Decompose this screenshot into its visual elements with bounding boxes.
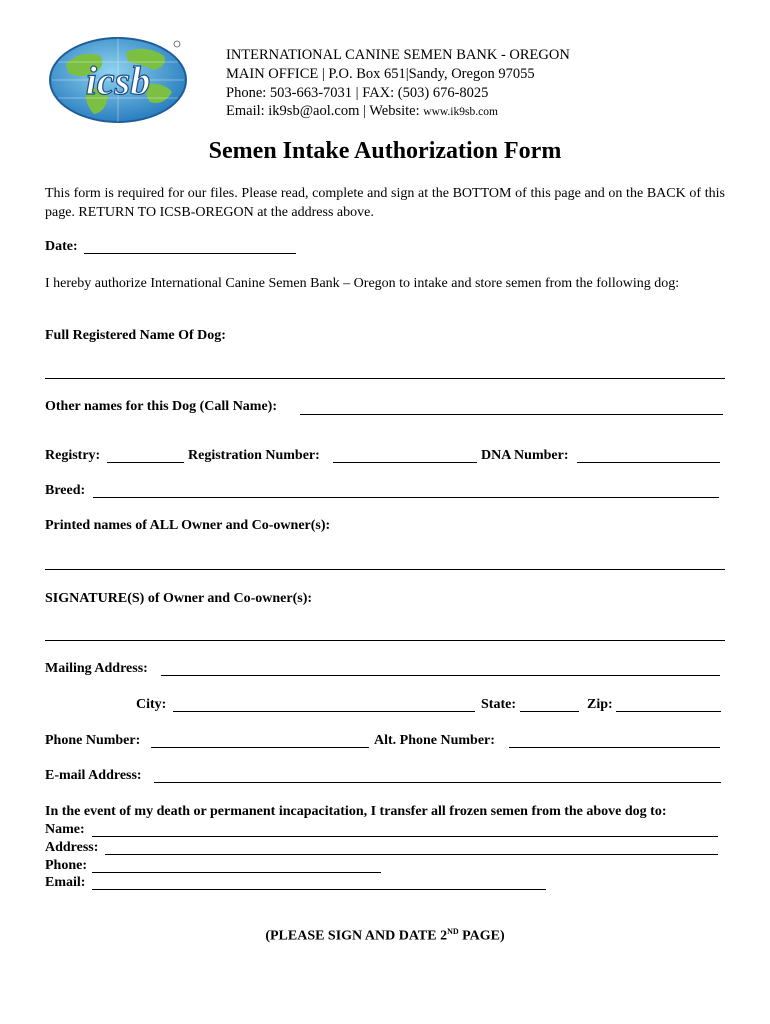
form-title: Semen Intake Authorization Form (208, 138, 562, 164)
registration-number-label: Registration Number: (188, 448, 320, 463)
org-address: MAIN OFFICE | P.O. Box 651|Sandy, Oregon 97055 (226, 66, 535, 82)
footer-instruction (0, 927, 770, 945)
org-name: INTERNATIONAL CANINE SEMEN BANK - OREGON (226, 47, 570, 63)
dna-number-label: DNA Number: (481, 448, 569, 463)
org-email: Email: ik9sb@aol.com | Website: (226, 103, 424, 119)
website-link[interactable]: www.ik9sb.com (423, 106, 498, 118)
transfer-name-label: Name: (45, 822, 85, 837)
intro-paragraph: This form is required for our files. Please read, complete and sign at the BOTTOM of this page and on the BACK of this page. RETURN TO ICSB-OREGON at the address above. (45, 186, 725, 220)
dna-number-field[interactable] (577, 448, 720, 463)
transfer-phone-label: Phone: (45, 858, 87, 873)
org-phone-fax: Phone: 503-663-7031 | FAX: (503) 676-8025 (226, 85, 489, 101)
full-name-label: Full Registered Name Of Dog: (45, 328, 226, 343)
zip-field[interactable] (616, 697, 721, 712)
other-names-label: Other names for this Dog (Call Name): (45, 399, 278, 414)
registry-field[interactable] (107, 448, 184, 463)
phone-number-label: Phone Number: (45, 733, 141, 748)
transfer-email-field[interactable] (92, 875, 546, 890)
transfer-phone-field[interactable] (92, 858, 381, 873)
full-name-field[interactable] (45, 377, 725, 379)
email-field[interactable] (154, 768, 721, 783)
zip-label: Zip: (587, 697, 613, 712)
transfer-address-field[interactable] (105, 840, 718, 855)
owners-label: Printed names of ALL Owner and Co-owner(s): (45, 518, 331, 533)
mailing-address-field[interactable] (161, 661, 720, 676)
footer-text-pre: (PLEASE SIGN AND DATE 2 (265, 928, 448, 944)
registry-label: Registry: (45, 448, 101, 463)
signatures-label: SIGNATURE(S) of Owner and Co-owner(s): (45, 591, 313, 606)
state-label: State: (481, 697, 516, 712)
footer-text-post: PAGE) (458, 928, 505, 944)
phone-number-field[interactable] (151, 733, 369, 748)
footer-superscript: ND (447, 927, 459, 936)
transfer-name-field[interactable] (92, 822, 718, 837)
date-field[interactable] (84, 239, 296, 254)
registration-number-field[interactable] (333, 448, 477, 463)
logo-text: icsb (85, 58, 151, 103)
org-email-website (226, 102, 498, 121)
city-field[interactable] (173, 697, 475, 712)
authorization-paragraph: I hereby authorize International Canine Semen Bank – Oregon to intake and store semen from the following dog: (45, 276, 680, 291)
city-label: City: (136, 697, 167, 712)
other-names-field[interactable] (300, 400, 723, 415)
icsb-logo (46, 34, 192, 124)
transfer-statement: In the event of my death or permanent incapacitation, I transfer all frozen semen from the above dog to: (45, 804, 667, 819)
alt-phone-label: Alt. Phone Number: (374, 733, 495, 748)
breed-field[interactable] (93, 483, 719, 498)
alt-phone-field[interactable] (509, 733, 720, 748)
signatures-field[interactable] (45, 639, 725, 641)
owners-field[interactable] (45, 568, 725, 570)
date-label: Date: (45, 239, 78, 254)
transfer-email-label: Email: (45, 875, 86, 890)
mailing-address-label: Mailing Address: (45, 661, 148, 676)
email-label: E-mail Address: (45, 768, 142, 783)
globe-logo-icon (46, 34, 192, 124)
breed-label: Breed: (45, 483, 86, 498)
state-field[interactable] (520, 697, 579, 712)
transfer-address-label: Address: (45, 840, 99, 855)
